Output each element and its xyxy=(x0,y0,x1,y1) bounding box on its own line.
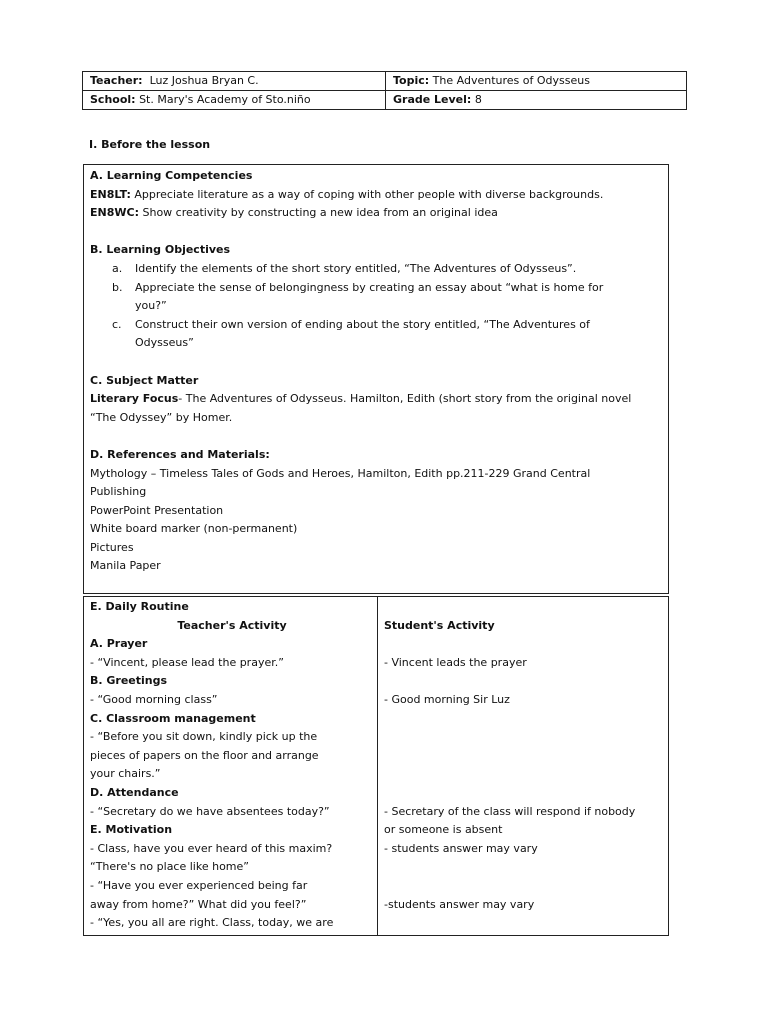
competency-text: Show creativity by constructing a new idea from an original idea xyxy=(142,206,498,220)
objective-marker: c. xyxy=(112,317,122,331)
greetings-student: - Good morning Sir Luz xyxy=(384,692,510,706)
classroom-teacher: - “Before you sit down, kindly pick up the xyxy=(90,730,318,744)
school-value: St. Mary's Academy of Sto.niño xyxy=(139,93,311,106)
reference-item: Mythology – Timeless Tales of Gods and Heroes, Hamilton, Edith pp.211-229 Grand Central xyxy=(90,466,591,480)
classroom-teacher: pieces of papers on the floor and arrange xyxy=(90,748,319,762)
reference-item: White board marker (non-permanent) xyxy=(90,522,298,536)
teacher-label: Teacher: xyxy=(90,74,143,87)
literary-focus-label: Literary Focus xyxy=(90,392,179,406)
objective-marker: a. xyxy=(112,261,123,275)
grade-value: 8 xyxy=(474,93,482,106)
daily-routine-box xyxy=(83,596,669,936)
objective-item xyxy=(90,260,662,279)
literary-focus-line xyxy=(90,390,662,409)
teacher-activity-column xyxy=(90,597,374,933)
greetings-heading: B. Greetings xyxy=(90,674,168,688)
topic-cell xyxy=(386,72,687,91)
subject-matter-heading: C. Subject Matter xyxy=(90,373,199,387)
student-activity-header: Student's Activity xyxy=(384,618,495,632)
objective-text: Identify the elements of the short story entitled, “The Adventures of Odysseus”. xyxy=(135,261,577,275)
objective-text: Construct their own version of ending about the story entitled, “The Adventures of xyxy=(135,317,590,331)
competency-item xyxy=(90,204,662,223)
prayer-student: - Vincent leads the prayer xyxy=(384,655,527,669)
reference-item: PowerPoint Presentation xyxy=(90,503,224,517)
competency-text: Appreciate literature as a way of coping with other people with diverse backgrounds. xyxy=(134,187,604,201)
grade-cell xyxy=(386,91,687,110)
greetings-teacher: - “Good morning class” xyxy=(90,692,218,706)
attendance-student: or someone is absent xyxy=(384,823,503,837)
attendance-heading: D. Attendance xyxy=(90,785,179,799)
student-activity-column xyxy=(384,597,668,914)
motivation-teacher: away from home?” What did you feel?” xyxy=(90,897,307,911)
motivation-teacher: “There's no place like home” xyxy=(90,860,249,874)
school-cell xyxy=(83,91,386,110)
competency-code: EN8WC: xyxy=(90,206,139,220)
lesson-details-box xyxy=(83,164,669,594)
grade-label: Grade Level: xyxy=(393,93,472,106)
motivation-student: - students answer may vary xyxy=(384,841,538,855)
competency-code: EN8LT: xyxy=(90,187,131,201)
competency-item xyxy=(90,186,662,205)
teacher-activity-header: Teacher's Activity xyxy=(177,618,287,632)
column-divider xyxy=(377,597,378,935)
daily-routine-heading: E. Daily Routine xyxy=(90,600,189,613)
section-title: I. Before the lesson xyxy=(89,138,211,151)
reference-item: Publishing xyxy=(90,485,147,499)
objective-item xyxy=(90,316,662,353)
objective-text: Appreciate the sense of belongingness by creating an essay about “what is home for xyxy=(135,280,604,294)
motivation-teacher: - Class, have you ever heard of this maxim? xyxy=(90,841,333,855)
motivation-teacher: - “Yes, you all are right. Class, today, we are xyxy=(90,916,334,930)
teacher-value: Luz Joshua Bryan C. xyxy=(149,74,259,87)
topic-label: Topic: xyxy=(393,74,430,87)
teacher-cell xyxy=(83,72,386,91)
motivation-heading: E. Motivation xyxy=(90,823,173,837)
header-table xyxy=(82,71,687,110)
prayer-heading: A. Prayer xyxy=(90,637,148,651)
prayer-teacher: - “Vincent, please lead the prayer.” xyxy=(90,655,284,669)
motivation-student: -students answer may vary xyxy=(384,897,535,911)
motivation-teacher: - “Have you ever experienced being far xyxy=(90,878,308,892)
school-label: School: xyxy=(90,93,136,106)
attendance-student: - Secretary of the class will respond if nobody xyxy=(384,804,636,818)
objectives-heading: B. Learning Objectives xyxy=(90,243,231,257)
classroom-teacher: your chairs.” xyxy=(90,767,161,781)
reference-item: Pictures xyxy=(90,540,134,554)
classroom-heading: C. Classroom management xyxy=(90,711,256,725)
objective-text: you?” xyxy=(135,299,167,313)
competencies-heading: A. Learning Competencies xyxy=(90,169,253,182)
references-heading: D. References and Materials: xyxy=(90,447,270,461)
objective-item xyxy=(90,279,662,316)
reference-item: Manila Paper xyxy=(90,559,161,573)
objective-text: Odysseus” xyxy=(135,336,194,350)
literary-focus-line: “The Odyssey” by Homer. xyxy=(90,410,233,424)
attendance-teacher: - “Secretary do we have absentees today?” xyxy=(90,804,330,818)
topic-value: The Adventures of Odysseus xyxy=(432,74,590,87)
literary-focus-text: - The Adventures of Odysseus. Hamilton, Edith (short story from the original novel xyxy=(178,392,632,406)
objective-marker: b. xyxy=(112,280,123,294)
